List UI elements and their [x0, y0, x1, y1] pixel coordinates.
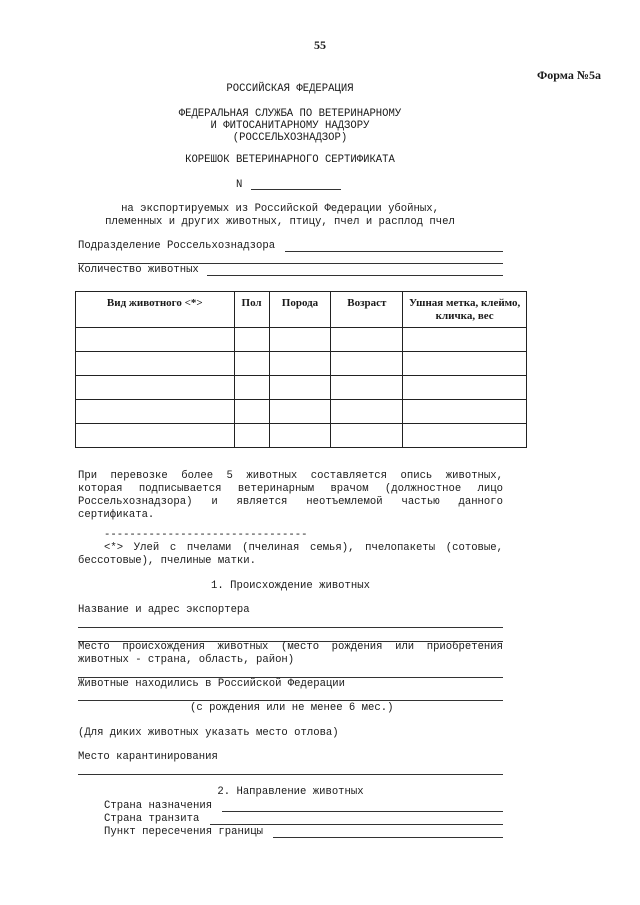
table-cell[interactable]	[331, 328, 403, 352]
table-cell[interactable]	[234, 400, 269, 424]
border-label: Пункт пересечения границы	[104, 826, 263, 838]
footnote-text: <*> Улей с пчелами (пчелиная семья), пчелопакеты (сотовые, бессотовые), пчелиные матки.	[78, 542, 503, 567]
table-cell[interactable]	[76, 424, 235, 448]
section1-heading: 1. Происхождение животных	[211, 580, 370, 592]
destination-field[interactable]	[222, 811, 503, 812]
col-header-sex: Пол	[234, 292, 269, 328]
service-name-line1: ФЕДЕРАЛЬНАЯ СЛУЖБА ПО ВЕТЕРИНАРНОМУ	[178, 108, 402, 120]
destination-label: Страна назначения	[104, 800, 213, 812]
note-paragraph: При перевозке более 5 животных составляется опись животных, которая подписывается ветеринарным врачом (должностное лицо Россельхознадзора) и является неотъемлемой частью данного сертификата.	[78, 470, 503, 521]
subtitle-line2: племенных и других животных, птицу, пчел и расплод пчел	[105, 216, 455, 228]
table-cell[interactable]	[76, 376, 235, 400]
col-header-species: Вид животного <*>	[76, 292, 235, 328]
subtitle-line1: на экспортируемых из Российской Федерации убойных,	[121, 203, 439, 215]
table-row	[76, 352, 527, 376]
origin-label-line1: Место происхождения животных (место рождения или приобретения	[78, 641, 503, 653]
quarantine-label: Место карантинирования	[78, 751, 218, 763]
subdivision-field[interactable]	[285, 251, 503, 252]
service-name-line3: (РОССЕЛЬХОЗНАДЗОР)	[232, 132, 348, 144]
document-title: КОРЕШОК ВЕТЕРИНАРНОГО СЕРТИФИКАТА	[185, 154, 395, 166]
table-cell[interactable]	[76, 400, 235, 424]
in-russia-label: Животные находились в Российской Федерации	[78, 678, 346, 690]
table-cell[interactable]	[331, 376, 403, 400]
table-cell[interactable]	[234, 424, 269, 448]
quarantine-field[interactable]	[78, 774, 503, 775]
table-cell[interactable]	[331, 424, 403, 448]
exporter-label: Название и адрес экспортера	[78, 604, 250, 616]
table-cell[interactable]	[76, 352, 235, 376]
table-row	[76, 376, 527, 400]
table-cell[interactable]	[403, 424, 527, 448]
origin-label-line2: животных - страна, область, район)	[78, 654, 295, 666]
animals-table	[75, 291, 527, 448]
table-cell[interactable]	[76, 328, 235, 352]
number-field[interactable]	[251, 189, 341, 190]
table-cell[interactable]	[234, 376, 269, 400]
animal-count-field[interactable]	[207, 275, 503, 276]
table-cell[interactable]	[269, 400, 331, 424]
in-russia-hint: (с рождения или не менее 6 мес.)	[190, 702, 394, 714]
table-cell[interactable]	[269, 376, 331, 400]
form-label: Форма №5а	[537, 68, 601, 82]
table-header-row	[76, 292, 527, 328]
table-cell[interactable]	[234, 328, 269, 352]
table-cell[interactable]	[331, 400, 403, 424]
table-cell[interactable]	[269, 328, 331, 352]
animal-count-label: Количество животных	[78, 264, 199, 276]
col-header-breed: Порода	[269, 292, 331, 328]
table-row	[76, 328, 527, 352]
service-name-line2: И ФИТОСАНИТАРНОМУ НАДЗОРУ	[210, 120, 370, 132]
transit-label: Страна транзита	[104, 813, 200, 825]
table-cell[interactable]	[403, 352, 527, 376]
wild-animals-note: (Для диких животных указать место отлова)	[78, 727, 339, 739]
transit-field[interactable]	[210, 824, 503, 825]
table-cell[interactable]	[234, 352, 269, 376]
table-row	[76, 424, 527, 448]
table-cell[interactable]	[269, 352, 331, 376]
border-field[interactable]	[273, 837, 503, 838]
subdivision-label: Подразделение Россельхознадзора	[78, 240, 276, 252]
table-cell[interactable]	[403, 400, 527, 424]
table-cell[interactable]	[331, 352, 403, 376]
exporter-field[interactable]	[78, 627, 503, 628]
col-header-tag: Ушная метка, клеймо, кличка, вес	[403, 292, 527, 328]
country-heading: РОССИЙСКАЯ ФЕДЕРАЦИЯ	[226, 83, 354, 95]
page-number: 55	[314, 38, 326, 52]
footnote-separator: --------------------------------	[104, 529, 308, 541]
col-header-age: Возраст	[331, 292, 403, 328]
number-label: N	[236, 179, 243, 191]
section2-heading: 2. Направление животных	[217, 786, 364, 798]
table-cell[interactable]	[403, 328, 527, 352]
table-cell[interactable]	[403, 376, 527, 400]
in-russia-field[interactable]	[78, 700, 503, 701]
table-row	[76, 400, 527, 424]
table-cell[interactable]	[269, 424, 331, 448]
